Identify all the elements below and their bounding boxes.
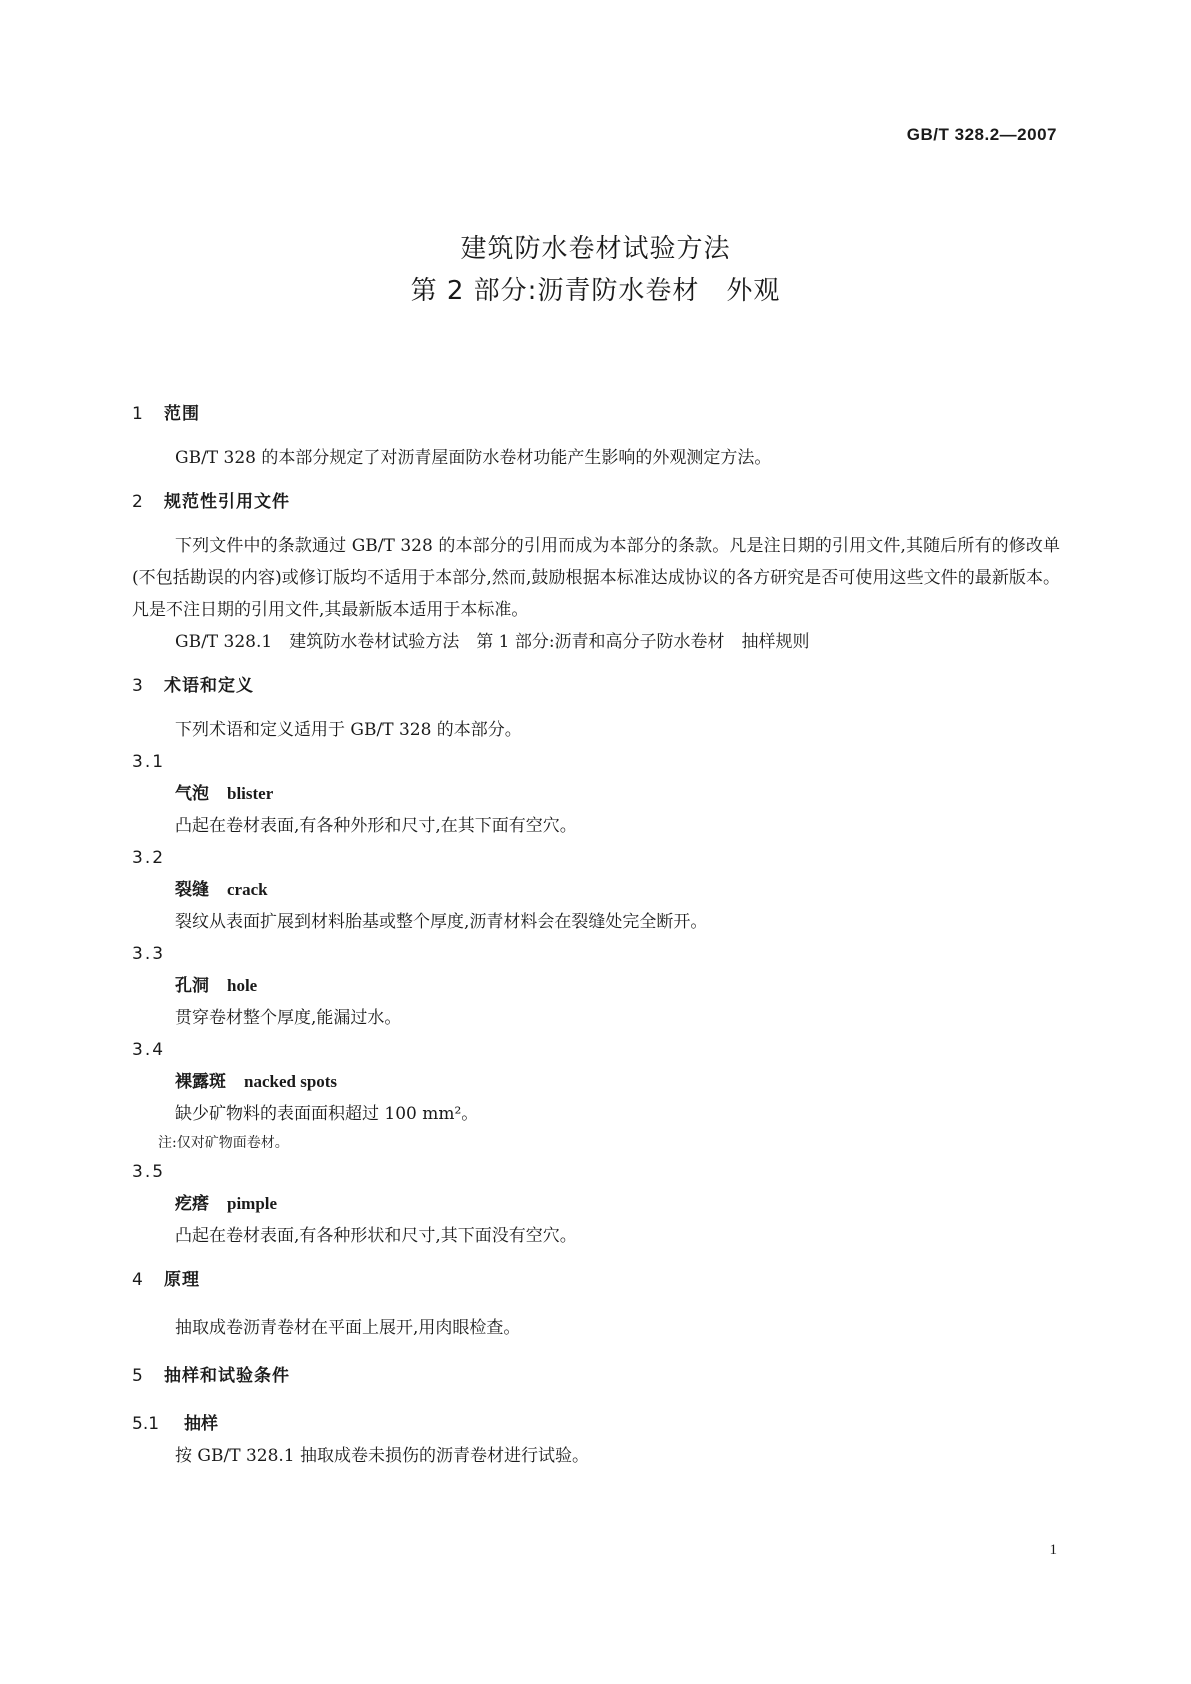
subsection-number: 5.1 bbox=[132, 1414, 160, 1434]
section-5-heading bbox=[132, 1362, 1060, 1390]
section-4-heading bbox=[132, 1266, 1060, 1294]
section-1-paragraph: GB/T 328 的本部分规定了对沥青屋面防水卷材功能产生影响的外观测定方法。 bbox=[175, 448, 772, 468]
term-zh: 疙瘩 bbox=[175, 1194, 209, 1214]
term-3-4 bbox=[132, 1034, 1060, 1156]
section-title: 规范性引用文件 bbox=[164, 492, 290, 512]
term-zh: 孔洞 bbox=[175, 976, 209, 996]
normative-reference: GB/T 328.1 建筑防水卷材试验方法 第 1 部分:沥青和高分子防水卷材 抽样规则 bbox=[175, 632, 810, 652]
term-3-1 bbox=[132, 746, 1060, 842]
document-title bbox=[0, 228, 1191, 312]
term-zh: 气泡 bbox=[175, 784, 209, 804]
document-body bbox=[132, 400, 1060, 1472]
term-zh: 裂缝 bbox=[175, 880, 209, 900]
standard-code: GB/T 328.2—2007 bbox=[906, 125, 1057, 144]
section-2-paragraph: 下列文件中的条款通过 GB/T 328 的本部分的引用而成为本部分的条款。凡是注日期的引用文件,其随后所有的修改单(不包括勘误的内容)或修订版均不适用于本部分,然而,鼓励根据本标准达成协议的各方研究是否可使用这些文件的最新版本。凡是不注日期的引用文件,其最新版本适用于本标准。 bbox=[132, 536, 1060, 620]
title-line-2: 第 2 部分:沥青防水卷材 外观 bbox=[410, 276, 781, 306]
term-zh: 裸露斑 bbox=[175, 1072, 226, 1092]
term-definition: 凸起在卷材表面,有各种形状和尺寸,其下面没有空穴。 bbox=[175, 1226, 577, 1246]
term-en: pimple bbox=[227, 1194, 278, 1213]
term-3-3 bbox=[132, 938, 1060, 1034]
section-1-heading bbox=[132, 400, 1060, 428]
term-3-2 bbox=[132, 842, 1060, 938]
term-name bbox=[132, 1066, 1060, 1098]
section-number: 4 bbox=[132, 1270, 144, 1290]
term-name bbox=[132, 778, 1060, 810]
subsection-5-1-heading bbox=[132, 1408, 1060, 1440]
term-definition: 裂纹从表面扩展到材料胎基或整个厚度,沥青材料会在裂缝处完全断开。 bbox=[175, 912, 708, 932]
term-number: 3.2 bbox=[132, 848, 166, 868]
term-name bbox=[132, 970, 1060, 1002]
section-number: 2 bbox=[132, 492, 144, 512]
subsection-5-1-paragraph: 按 GB/T 328.1 抽取成卷未损伤的沥青卷材进行试验。 bbox=[175, 1446, 590, 1466]
term-en: blister bbox=[227, 784, 274, 803]
term-definition: 缺少矿物料的表面面积超过 100 mm²。 bbox=[175, 1104, 479, 1124]
section-title: 原理 bbox=[164, 1270, 200, 1290]
term-number: 3.1 bbox=[132, 752, 166, 772]
title-line-1: 建筑防水卷材试验方法 bbox=[460, 234, 731, 264]
section-number: 1 bbox=[132, 404, 144, 424]
term-definition: 贯穿卷材整个厚度,能漏过水。 bbox=[175, 1008, 402, 1028]
page-number: 1 bbox=[1049, 1542, 1057, 1558]
term-name bbox=[132, 1188, 1060, 1220]
term-3-5 bbox=[132, 1156, 1060, 1252]
section-title: 术语和定义 bbox=[164, 676, 254, 696]
section-4-paragraph: 抽取成卷沥青卷材在平面上展开,用肉眼检查。 bbox=[175, 1318, 521, 1338]
term-en: nacked spots bbox=[244, 1072, 338, 1091]
section-3-intro: 下列术语和定义适用于 GB/T 328 的本部分。 bbox=[175, 720, 522, 740]
section-number: 3 bbox=[132, 676, 144, 696]
term-number: 3.5 bbox=[132, 1162, 166, 1182]
term-note: 注:仅对矿物面卷材。 bbox=[158, 1135, 289, 1151]
section-title: 抽样和试验条件 bbox=[164, 1366, 290, 1386]
subsection-title: 抽样 bbox=[184, 1414, 218, 1434]
section-title: 范围 bbox=[164, 404, 200, 424]
section-number: 5 bbox=[132, 1366, 144, 1386]
term-name bbox=[132, 874, 1060, 906]
term-number: 3.4 bbox=[132, 1040, 166, 1060]
section-3-heading bbox=[132, 672, 1060, 700]
term-number: 3.3 bbox=[132, 944, 166, 964]
section-2-heading bbox=[132, 488, 1060, 516]
term-en: hole bbox=[227, 976, 258, 995]
term-definition: 凸起在卷材表面,有各种外形和尺寸,在其下面有空穴。 bbox=[175, 816, 577, 836]
term-en: crack bbox=[227, 880, 268, 899]
